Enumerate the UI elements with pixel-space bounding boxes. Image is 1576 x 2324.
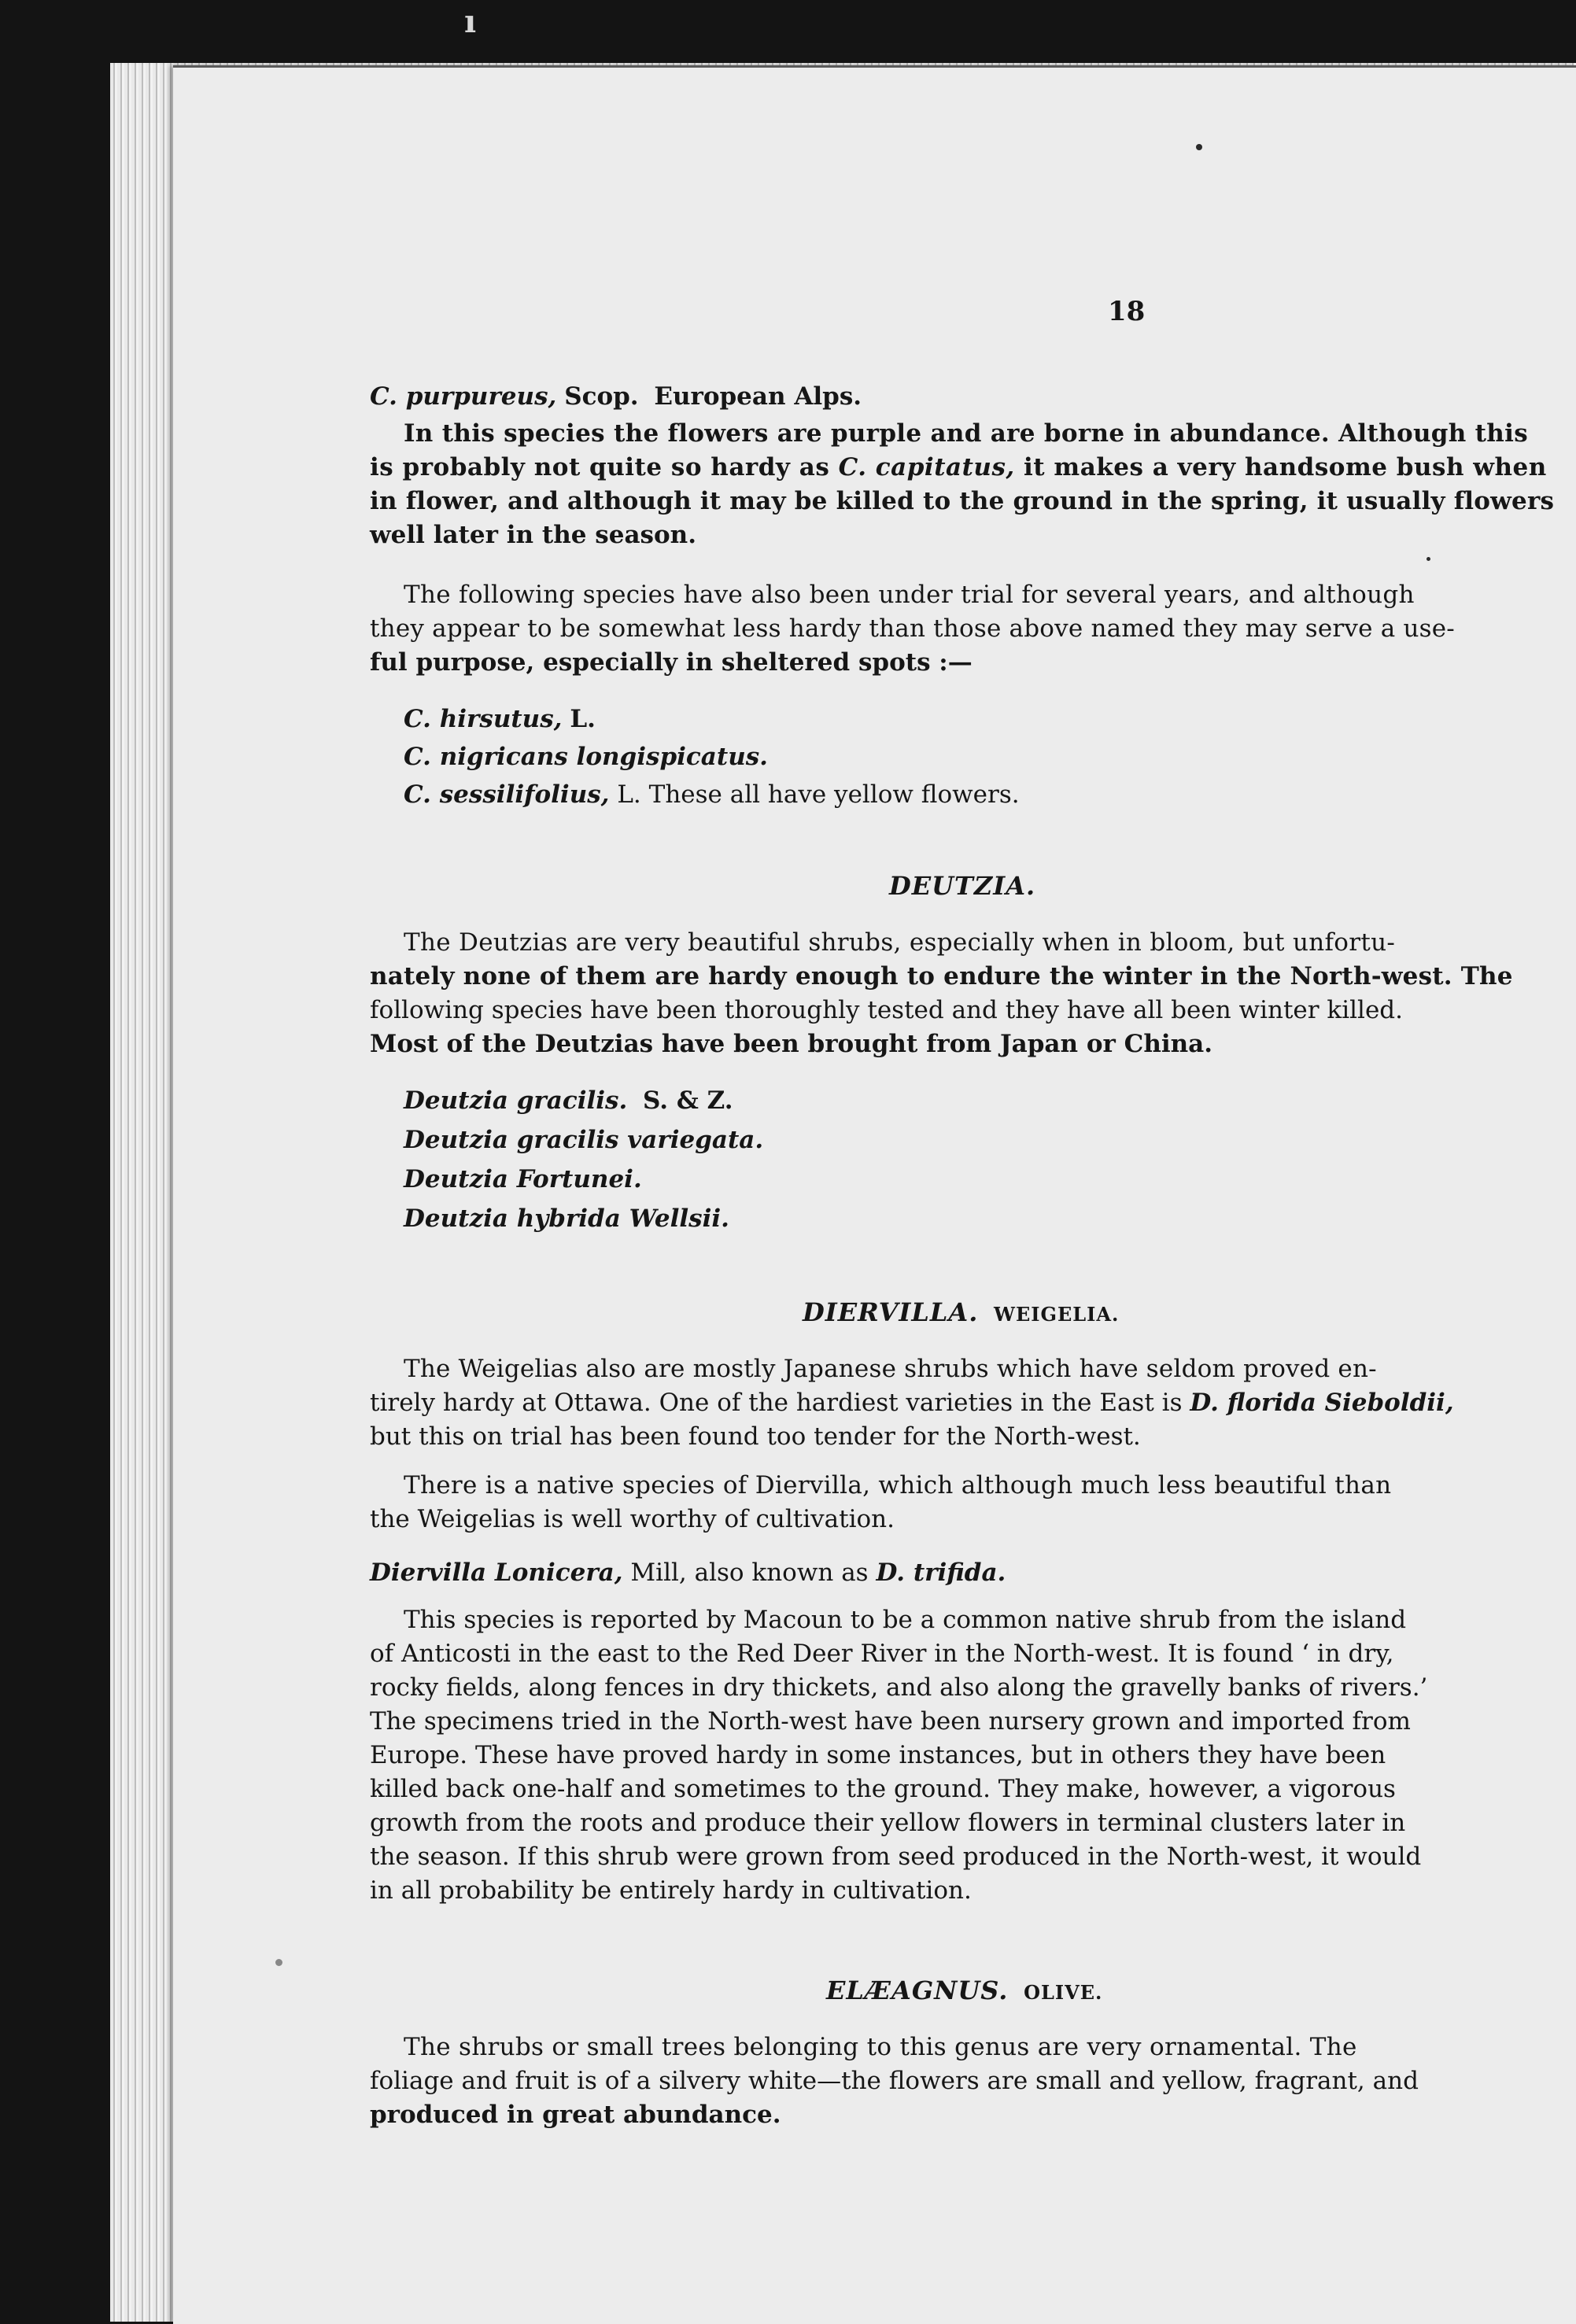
section-heading: ELÆAGNUS. — [826, 1975, 1009, 2005]
diervilla-para3-line-5: Europe. These have proved hardy in some instances, but in others they have been — [370, 1741, 1386, 1769]
species-name: C. nigricans longispicatus. — [404, 743, 768, 771]
deutzia-para-line-2: nately none of them are hardy enough to endure the winter in the North-west. The — [370, 962, 1513, 990]
elaeagnus-para-line-1: The shrubs or small trees belonging to this genus are very ornamental. The — [404, 2033, 1357, 2061]
list-item — [404, 1203, 729, 1234]
diervilla-para1-line-3: but this on trial has been found too tender for the North-west. — [370, 1422, 1141, 1451]
diervilla-para3-line-2: of Anticosti in the east to the Red Deer River in the North-west. It is found ‘ in dry, — [370, 1640, 1394, 1668]
page-number: 18 — [1108, 296, 1146, 327]
diervilla-para3-line-9: in all probability be entirely hardy in cultivation. — [370, 1876, 972, 1905]
document-page — [173, 65, 1576, 2324]
section-heading-diervilla — [803, 1297, 1119, 1330]
species-name: Deutzia Fortunei. — [404, 1165, 642, 1193]
diervilla-para1-line-2 — [370, 1387, 1454, 1418]
para1-text: it makes a very handsome bush when — [1024, 453, 1547, 481]
section-heading-deutzia: DEUTZIA. — [889, 871, 1036, 901]
species-habitat: European Alps. — [654, 382, 862, 411]
list-item — [404, 1085, 733, 1116]
paragraph-text: tirely hardy at Ottawa. One of the hardiest varieties in the East is — [370, 1389, 1183, 1417]
list-item — [404, 1124, 763, 1156]
species-synonym: D. trifida. — [876, 1559, 1006, 1587]
deutzia-para-line-1: The Deutzias are very beautiful shrubs, especially when in bloom, but unfortu- — [404, 928, 1396, 957]
scan-speck — [275, 1959, 282, 1966]
section-subheading: OLIVE. — [1024, 1981, 1103, 2004]
deutzia-para-line-4: Most of the Deutzias have been brought from Japan or China. — [370, 1030, 1213, 1058]
diervilla-para3-line-4: The specimens tried in the North-west have been nursery grown and imported from — [370, 1707, 1411, 1736]
print-speck — [1427, 557, 1430, 561]
species-name: C. sessilifolius, — [404, 780, 610, 809]
list-item — [404, 779, 1020, 810]
species-authority: Mill, also known as — [630, 1559, 869, 1587]
print-speck — [1196, 144, 1202, 150]
section-heading: DIERVILLA. — [803, 1297, 979, 1327]
species-authority: L. — [570, 705, 596, 733]
species-ref: D. florida Sieboldii, — [1190, 1389, 1454, 1417]
para1-line-1: In this species the flowers are purple and are borne in abundance. Although this — [404, 419, 1528, 448]
para1-line-2 — [370, 452, 1547, 483]
diervilla-para3-line-8: the season. If this shrub were grown from seed produced in the North-west, it would — [370, 1843, 1422, 1871]
para1-line-4: well later in the season. — [370, 521, 696, 549]
species-name: Diervilla Lonicera, — [370, 1559, 623, 1587]
para2-line-3: ful purpose, especially in sheltered spots :— — [370, 648, 973, 677]
section-subheading: WEIGELIA. — [994, 1303, 1120, 1326]
elaeagnus-para-line-3: produced in great abundance. — [370, 2101, 781, 2129]
section-heading-elaeagnus — [826, 1975, 1102, 2009]
para1-line-3: in flower, and although it may be killed to the ground in the spring, it usually flowers — [370, 487, 1555, 515]
deutzia-para-line-3: following species have been thoroughly tested and they have all been winter killed. — [370, 996, 1404, 1024]
para1-text: is probably not quite so hardy as — [370, 453, 830, 481]
list-item — [404, 1164, 642, 1195]
species-c-purpureus — [370, 381, 862, 412]
para2-line-2: they appear to be somewhat less hardy than those above named they may serve a use- — [370, 614, 1455, 643]
species-authority: Scop. — [564, 382, 639, 411]
species-authority: S. & Z. — [643, 1086, 733, 1115]
list-note: L. These all have yellow flowers. — [617, 780, 1020, 809]
species-name: Deutzia gracilis. — [404, 1086, 628, 1115]
list-item — [404, 741, 768, 773]
binding-mark: ı — [464, 3, 477, 40]
species-name: Deutzia hybrida Wellsii. — [404, 1204, 729, 1233]
elaeagnus-para-line-2: foliage and fruit is of a silvery white—the flowers are small and yellow, fragrant, and — [370, 2067, 1419, 2095]
diervilla-para3-line-7: growth from the roots and produce their yellow flowers in terminal clusters later in — [370, 1809, 1406, 1837]
diervilla-species — [370, 1557, 1006, 1588]
diervilla-para3-line-6: killed back one-half and sometimes to the ground. They make, however, a vigorous — [370, 1775, 1396, 1803]
list-item — [404, 703, 596, 735]
species-name: C. hirsutus, — [404, 705, 563, 733]
diervilla-para3-line-1: This species is reported by Macoun to be a common native shrub from the island — [404, 1606, 1407, 1634]
para1-species-ref: C. capitatus, — [838, 453, 1015, 481]
diervilla-para2-line-2: the Weigelias is well worthy of cultivation. — [370, 1505, 895, 1533]
diervilla-para1-line-1: The Weigelias also are mostly Japanese shrubs which have seldom proved en- — [404, 1355, 1377, 1383]
species-name: C. purpureus, — [370, 382, 557, 411]
para2-line-1: The following species have also been under trial for several years, and although — [404, 581, 1415, 609]
diervilla-para2-line-1: There is a native species of Diervilla, which although much less beautiful than — [404, 1471, 1392, 1500]
species-name: Deutzia gracilis variegata. — [404, 1126, 764, 1154]
diervilla-para3-line-3: rocky fields, along fences in dry thickets, and also along the gravelly banks of rivers.’ — [370, 1673, 1428, 1702]
